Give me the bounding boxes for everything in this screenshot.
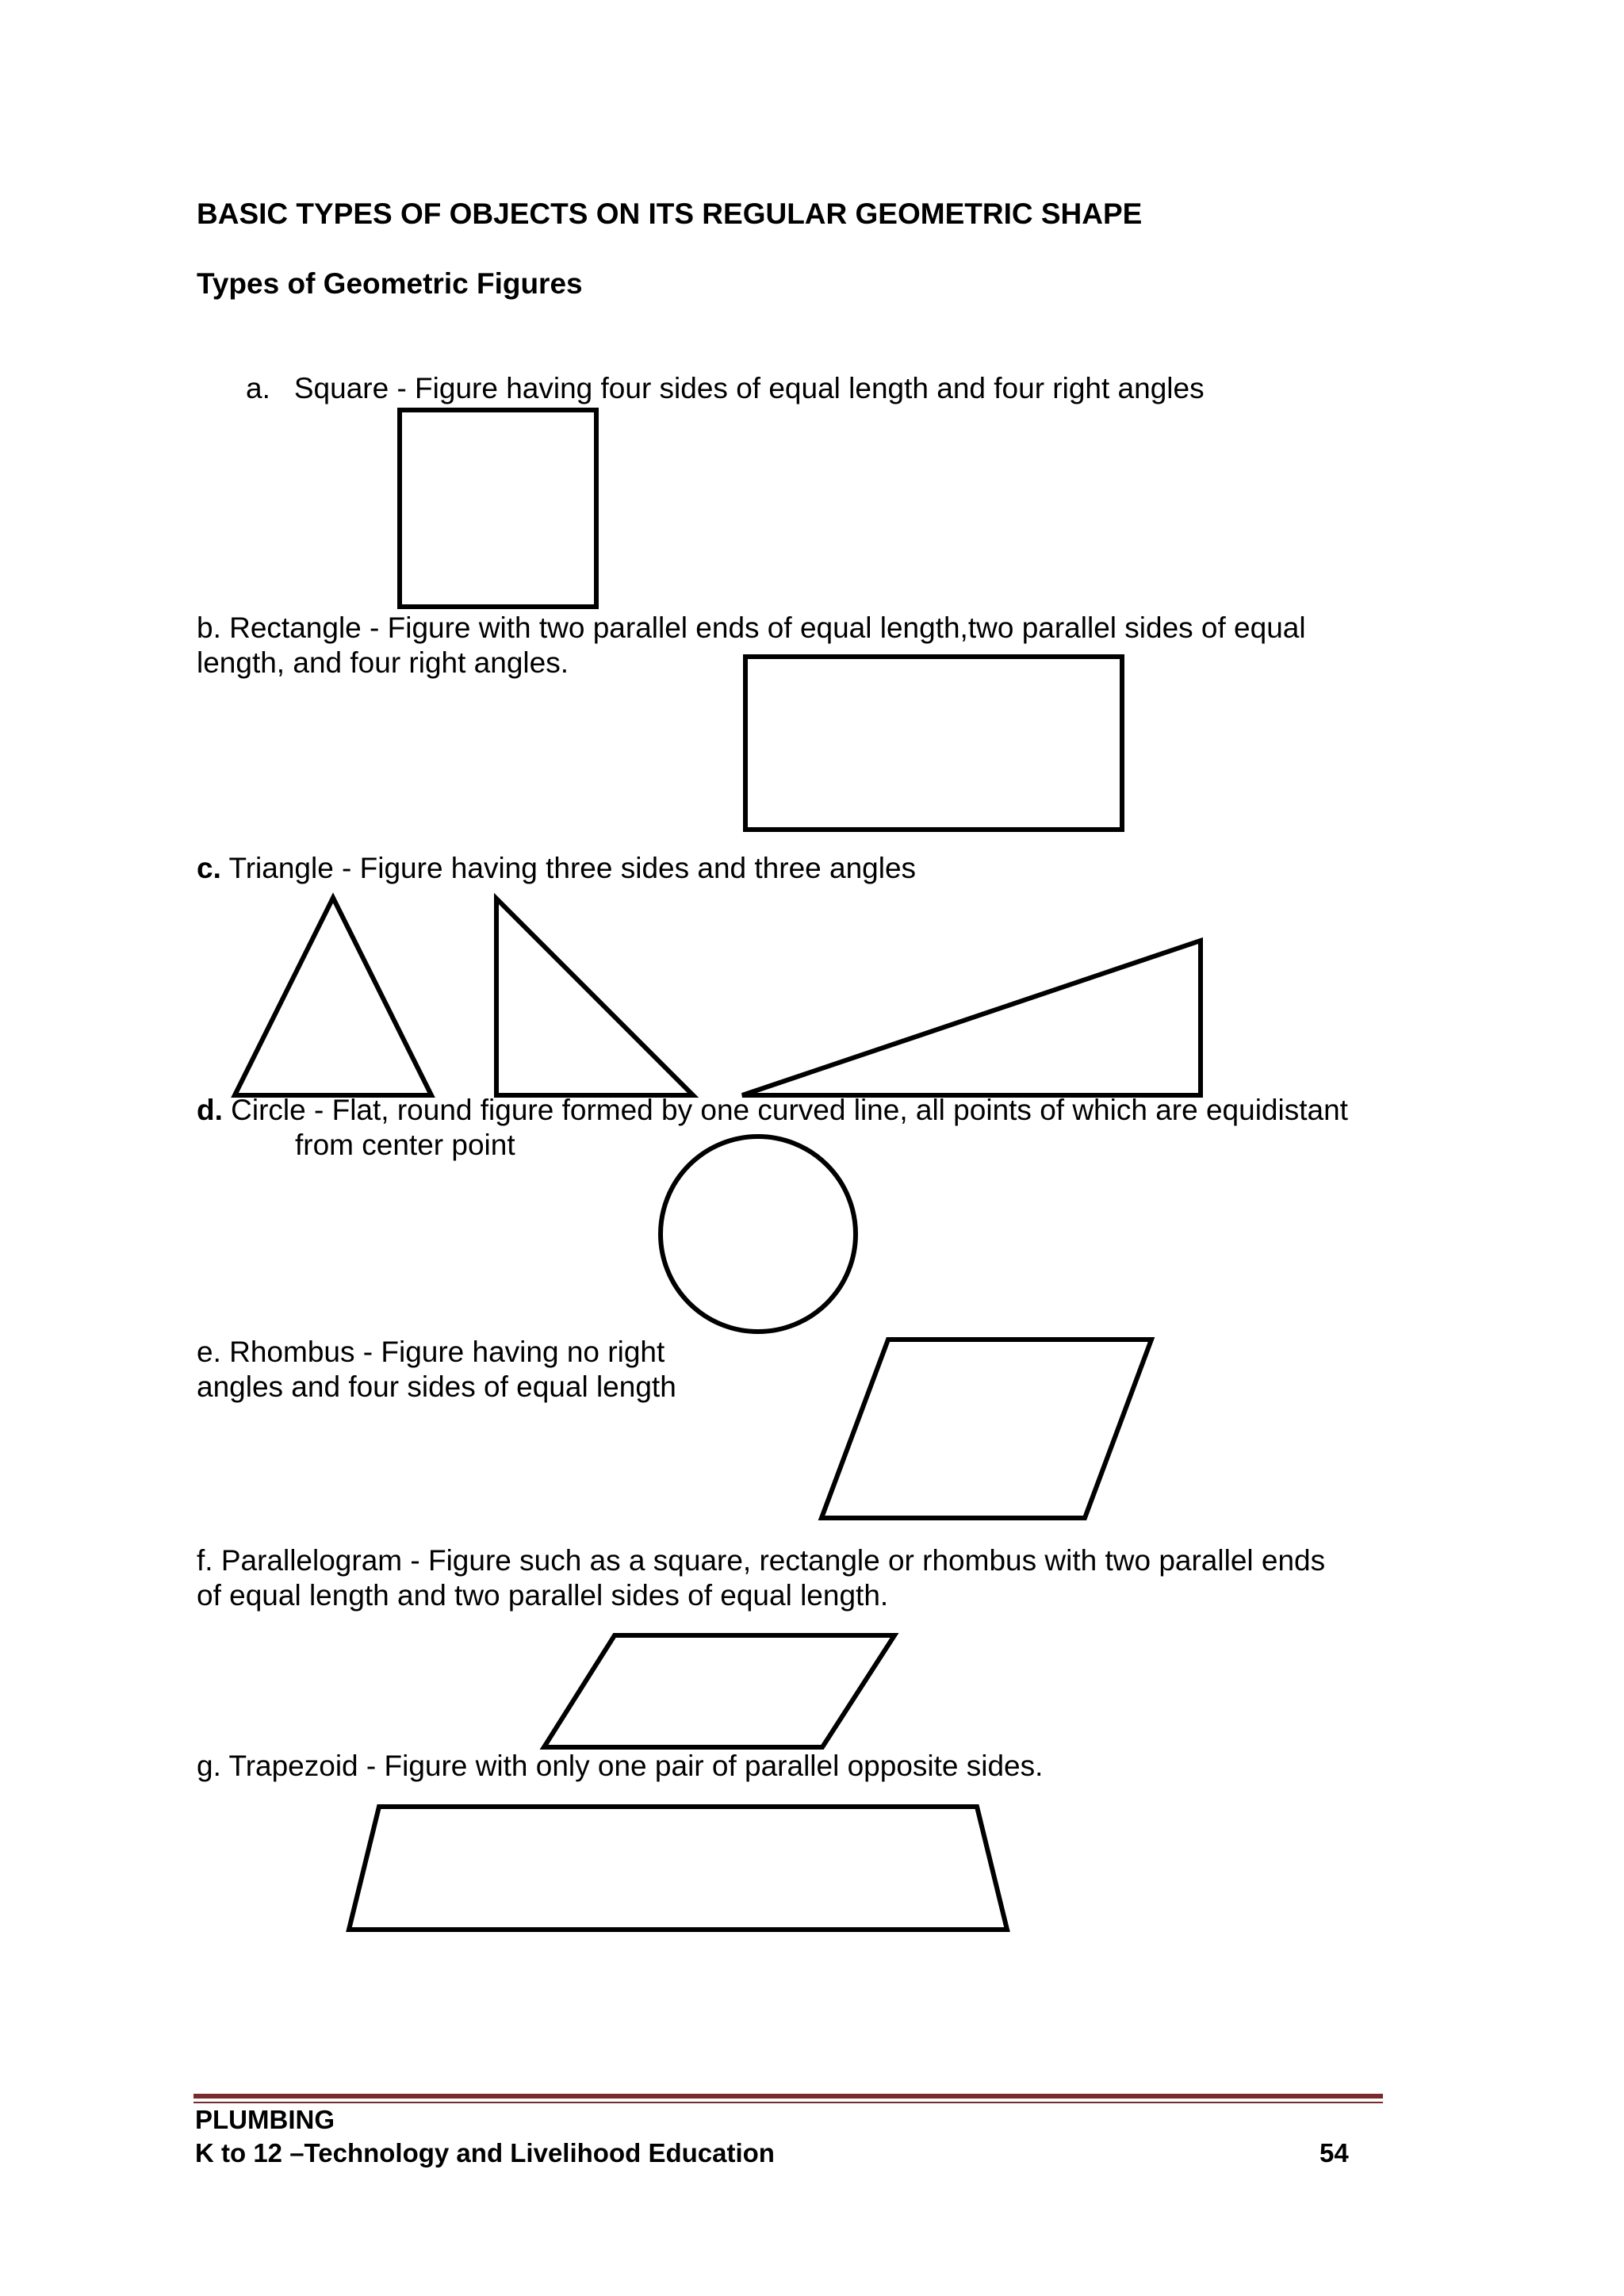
item-rectangle-line1: b. Rectangle - Figure with two parallel ends of equal length,two parallel sides of equal xyxy=(197,611,1306,644)
trapezoid-figure xyxy=(349,1807,1007,1930)
square-figure xyxy=(400,410,596,607)
page-heading: BASIC TYPES OF OBJECTS ON ITS REGULAR GEOMETRIC SHAPE xyxy=(197,197,1143,230)
item-trapezoid: g. Trapezoid - Figure with only one pair of parallel opposite sides. xyxy=(197,1750,1044,1782)
item-circle-marker: d. xyxy=(197,1094,223,1126)
item-circle-line2: from center point xyxy=(295,1129,515,1161)
section-subheading: Types of Geometric Figures xyxy=(197,267,583,300)
footer-rule-thin xyxy=(193,2102,1383,2103)
right-triangle-figure xyxy=(496,899,693,1095)
rectangle-figure xyxy=(745,657,1122,830)
item-triangle-text: Triangle - Figure having three sides and three angles xyxy=(220,852,917,884)
item-square-text: Square - Figure having four sides of equal length and four right angles xyxy=(293,372,1205,404)
footer-subject: PLUMBING xyxy=(195,2105,335,2134)
parallelogram-figure xyxy=(544,1635,894,1747)
item-rhombus-line1: e. Rhombus - Figure having no right xyxy=(197,1336,665,1368)
item-circle-text: Circle - Flat, round figure formed by one curved line, all points of which are equidistant xyxy=(222,1094,1348,1126)
item-square-marker: a. xyxy=(246,372,270,404)
footer-page-number: 54 xyxy=(1320,2138,1349,2168)
item-triangle-marker: c. xyxy=(197,852,221,884)
obtuse-triangle-figure xyxy=(742,941,1201,1095)
footer-course: K to 12 –Technology and Livelihood Education xyxy=(195,2138,775,2168)
rhombus-figure xyxy=(822,1340,1151,1518)
item-parallelogram-line1: f. Parallelogram - Figure such as a square, rectangle or rhombus with two parallel ends xyxy=(197,1544,1326,1577)
item-rhombus-line2: angles and four sides of equal length xyxy=(197,1370,676,1403)
footer-rule-thick xyxy=(193,2094,1383,2099)
item-rectangle-line2: length, and four right angles. xyxy=(197,646,569,679)
equilateral-triangle-figure xyxy=(235,898,431,1095)
circle-figure xyxy=(661,1137,856,1332)
item-parallelogram-line2: of equal length and two parallel sides of equal length. xyxy=(197,1579,889,1612)
